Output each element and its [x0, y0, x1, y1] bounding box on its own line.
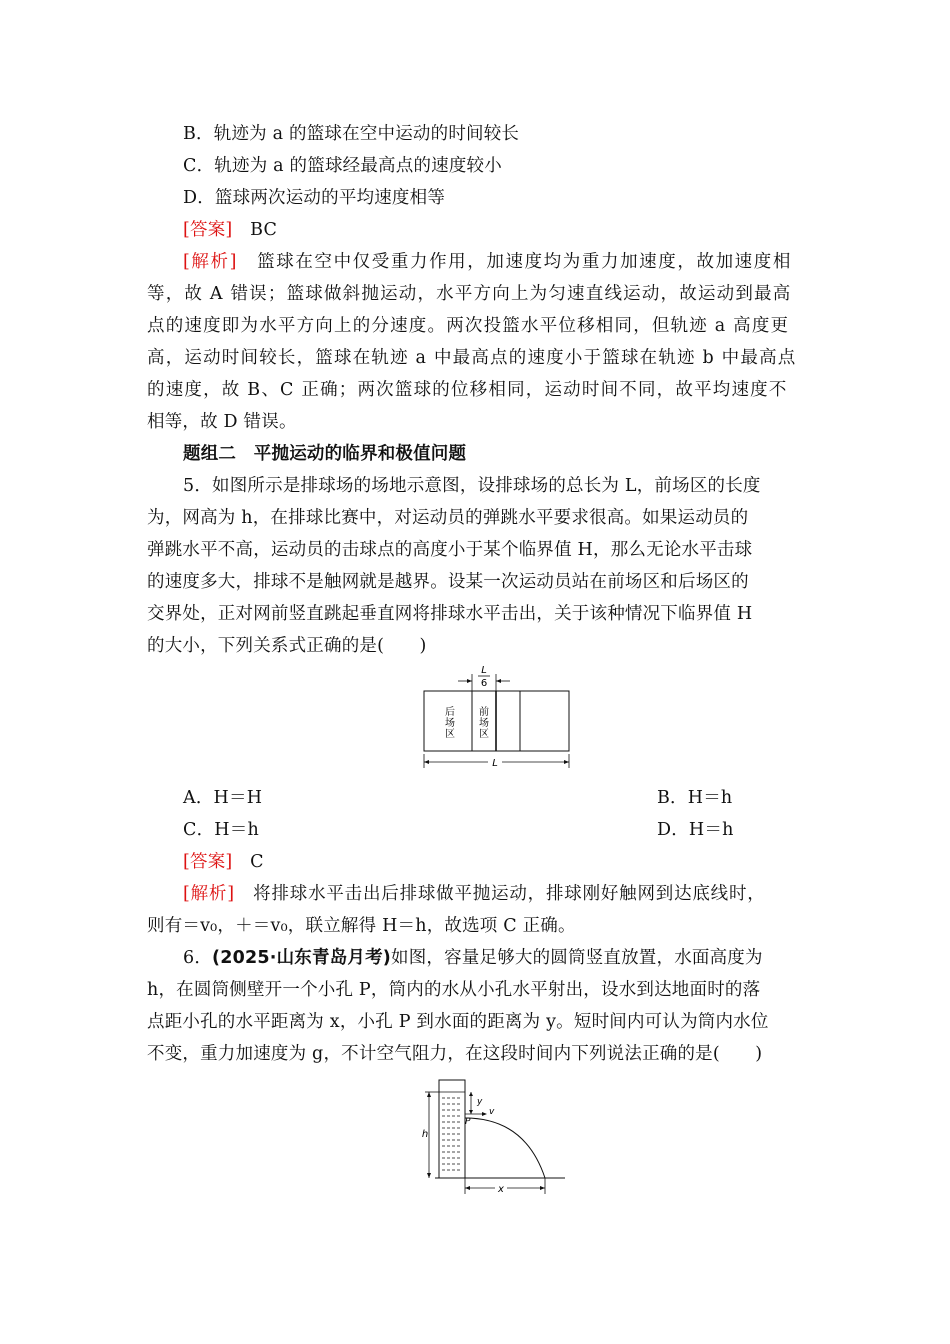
q5-option-d: D．H＝h [657, 820, 734, 840]
q4-option-b: B．轨迹为 a 的篮球在空中运动的时间较长 [183, 124, 520, 144]
water-trajectory [465, 1118, 545, 1178]
q6-number: 6． [183, 948, 213, 968]
answer-label: [答案] [183, 852, 233, 872]
q6-stem-text: 如图，容量足够大的圆筒竖直放置，水面高度为 [391, 948, 763, 968]
fig-label-top-den: 6 [480, 678, 488, 689]
arrowhead [465, 1186, 470, 1190]
fig-label-top-num: L [481, 665, 487, 676]
q4-option-c: C．轨迹为 a 的篮球经最高点的速度较小 [183, 156, 502, 176]
q4-answer-line [183, 214, 843, 246]
q5-option-c: C．H＝h [183, 820, 259, 840]
q4-analysis-line-3: 点的速度即为水平方向上的分速度。两次投篮水平位移相同，但轨迹 a 高度更 [147, 316, 790, 336]
cylinder [439, 1080, 465, 1178]
q5-option-a: A．H＝H [183, 788, 263, 808]
arrowhead [467, 679, 472, 683]
q5-stem-line-5: 交界处，正对网前竖直跳起垂直网将排球水平击出，关于该种情况下临界值 H [147, 604, 753, 624]
answer-value: BC [250, 220, 278, 240]
q6-stem-line-3: 点距小孔的水平距离为 x，小孔 P 到水面的距离为 y。短时间内可认为筒内水位 [147, 1012, 769, 1032]
fig-label-bottom: L [492, 758, 498, 769]
analysis-text: 篮球在空中仅受重力作用，加速度均为重力加速度，故加速度相 [257, 252, 792, 272]
q4-analysis-line-1 [183, 246, 843, 278]
q5-analysis-line-2: 则有＝v₀，＋＝v₀，联立解得 H＝h，故选项 C 正确。 [147, 916, 576, 936]
arrowhead [469, 1092, 473, 1096]
back-zone-char-1: 后 [445, 707, 455, 718]
arrowhead [424, 760, 429, 764]
answer-label: [答案] [183, 220, 233, 240]
volleyball-court-figure [418, 662, 576, 772]
label-v: v [489, 1107, 495, 1117]
q4-analysis-line-2: 等，故 A 错误；篮球做斜抛运动，水平方向上为匀速直线运动，故运动到最高 [147, 284, 792, 304]
analysis-label: [解析] [183, 252, 239, 272]
arrowhead [427, 1173, 431, 1178]
q4-analysis-line-4: 高，运动时间较长，篮球在轨迹 a 中最高点的速度小于篮球在轨迹 b 中最高点 [147, 348, 797, 368]
q4-analysis-line-6: 相等，故 D 错误。 [147, 412, 297, 432]
arrowhead [496, 679, 501, 683]
q5-stem-line-2: 为，网高为 h，在排球比赛中，对运动员的弹跳水平要求很高。如果运动员的 [147, 508, 749, 528]
front-zone-char-2: 场 [479, 718, 489, 729]
arrowhead [564, 760, 569, 764]
arrowhead [540, 1186, 545, 1190]
label-x: x [498, 1184, 504, 1195]
q5-stem-line-3: 弹跳水平不高，运动员的击球点的高度小于某个临界值 H，那么无论水平击球 [147, 540, 753, 560]
q6-stem-line-4: 不变，重力加速度为 g，不计空气阻力，在这段时间内下列说法正确的是( ) [147, 1044, 763, 1064]
q5-stem-line-6: 的大小，下列关系式正确的是( ) [147, 636, 427, 656]
analysis-text: 将排球水平击出后排球做平抛运动，排球刚好触网到达底线时， [253, 884, 766, 904]
back-zone-char-2: 场 [445, 718, 455, 729]
analysis-label: [解析] [183, 884, 235, 904]
label-y: y [477, 1097, 483, 1107]
front-zone-char-3: 区 [479, 729, 489, 740]
label-P: P [465, 1117, 471, 1127]
back-zone-char-3: 区 [445, 729, 455, 740]
arrowhead [427, 1092, 431, 1097]
q5-stem-line-1: 5．如图所示是排球场的场地示意图，设排球场的总长为 L，前场区的长度 [183, 476, 761, 496]
q4-option-d: D．篮球两次运动的平均速度相等 [183, 188, 446, 208]
q5-options-row-2 [183, 814, 843, 846]
front-zone-char-1: 前 [479, 707, 489, 718]
q6-source: (2025·山东青岛月考) [212, 948, 391, 968]
q5-stem-line-4: 的速度多大，排球不是触网就是越界。设某一次运动员站在前场区和后场区的 [147, 572, 749, 592]
water-fill [442, 1098, 462, 1170]
q5-options-row-1 [183, 782, 843, 814]
q6-stem-line-2: h，在圆筒侧壁开一个小孔 P，筒内的水从小孔水平射出，设水到达地面时的落 [147, 980, 761, 1000]
q6-stem-line-1 [183, 942, 843, 974]
arrowhead [482, 1112, 487, 1116]
cylinder-water-figure [415, 1074, 570, 1199]
answer-value: C [250, 852, 264, 872]
q5-option-b: B．H＝h [657, 788, 733, 808]
section-heading: 题组二 平抛运动的临界和极值问题 [183, 444, 467, 464]
q4-analysis-line-5: 的速度，故 B、C 正确；两次篮球的位移相同，运动时间不同，故平均速度不 [147, 380, 788, 400]
label-h: h [421, 1129, 429, 1140]
arrowhead [469, 1110, 473, 1114]
q5-analysis-line-1 [183, 878, 843, 910]
q5-answer-line [183, 846, 843, 878]
